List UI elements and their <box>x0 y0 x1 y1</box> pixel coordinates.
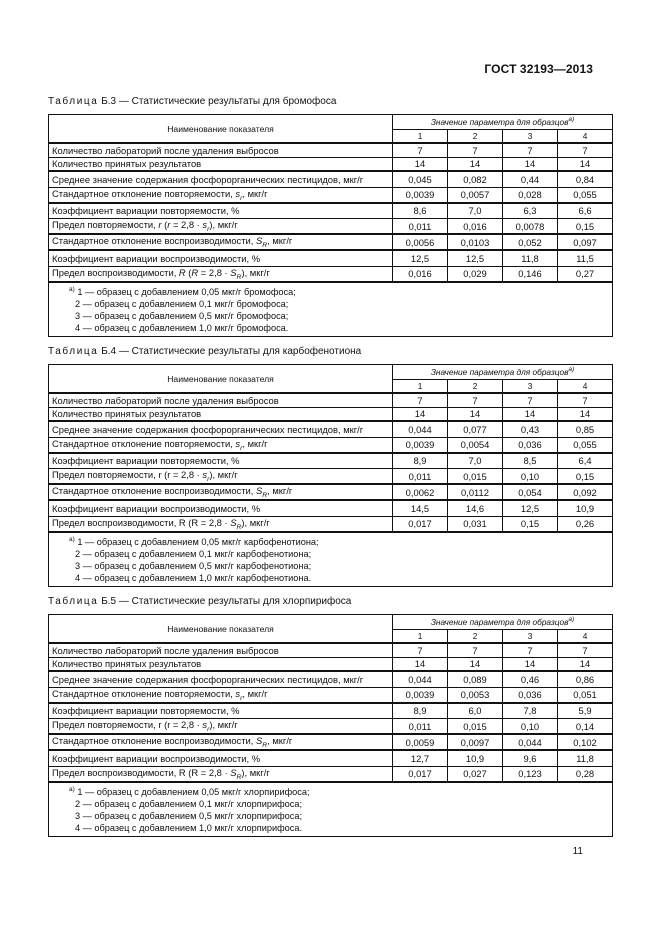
stat-table-b5 <box>48 614 613 837</box>
row-label: Коэффициент вариации повторяемости, % <box>49 203 393 219</box>
cell-value-sample-4: 0,15 <box>558 469 613 484</box>
footnote-text: 2 — образец с добавлением 0,1 мкг/г хлорпирифоса; <box>75 798 303 809</box>
cell-value-sample-2: 0,082 <box>448 171 503 187</box>
cell-value-sample-1: 14 <box>393 657 448 671</box>
footnote-line <box>75 322 608 334</box>
footnote-mark: а) <box>69 785 75 793</box>
cell-value-sample-3: 0,054 <box>503 484 558 501</box>
cell-value-sample-1: 7 <box>393 143 448 157</box>
cell-value-sample-4: 0,85 <box>558 421 613 437</box>
cell-value-sample-4: 6,4 <box>558 453 613 469</box>
table-row <box>49 266 613 281</box>
cell-value-sample-3: 0,052 <box>503 234 558 251</box>
row-label: Коэффициент вариации повторяемости, % <box>49 703 393 719</box>
footnote-text: 1 — образец с добавлением 0,05 мкг/г хлорпирифоса; <box>77 786 310 797</box>
table-caption-prefix: Таблица <box>48 346 99 357</box>
cell-value-sample-4: 14 <box>558 157 613 171</box>
table-caption-title: — Статистические результаты для хлорпирифоса <box>118 596 352 607</box>
page-number: 11 <box>572 846 583 857</box>
column-header-sample-4: 4 <box>558 630 613 644</box>
row-label: Коэффициент вариации воспроизводимости, % <box>49 500 393 516</box>
cell-value-sample-1: 12,7 <box>393 750 448 766</box>
cell-value-sample-1: 0,045 <box>393 171 448 187</box>
cell-value-sample-1: 0,017 <box>393 766 448 781</box>
footnote-text: 2 — образец с добавлением 0,1 мкг/г бромофоса; <box>75 298 289 309</box>
cell-value-sample-3: 0,44 <box>503 171 558 187</box>
row-label: Стандартное отклонение воспроизводимости, $S_R$, мкг/г <box>49 484 393 501</box>
row-label: Количество лабораторий после удаления выбросов <box>49 143 393 157</box>
cell-value-sample-1: 0,044 <box>393 671 448 687</box>
column-header-value-text: Значение параметра для образцов <box>430 617 569 627</box>
cell-value-sample-4: 0,84 <box>558 171 613 187</box>
column-header-sample-4: 4 <box>558 380 613 394</box>
table-row <box>49 203 613 219</box>
footnote-line <box>75 310 608 322</box>
table-row <box>49 657 613 671</box>
column-header-footnote-mark: а) <box>568 366 575 374</box>
row-label: Коэффициент вариации повторяемости, % <box>49 453 393 469</box>
column-header-footnote-mark: а) <box>568 616 575 624</box>
cell-value-sample-3: 0,036 <box>503 687 558 702</box>
table-caption-prefix: Таблица <box>48 96 99 107</box>
table-caption-prefix: Таблица <box>48 596 99 607</box>
column-header-value <box>393 115 613 130</box>
cell-value-sample-2: 10,9 <box>448 750 503 766</box>
cell-value-sample-4: 5,9 <box>558 703 613 719</box>
row-label-part: Предел повторяемости, <box>52 219 159 231</box>
cell-value-sample-2: 0,0103 <box>448 234 503 251</box>
cell-value-sample-2: 7 <box>448 393 503 407</box>
row-label-part: R <box>191 266 199 278</box>
row-label: Количество принятых результатов <box>49 157 393 171</box>
cell-value-sample-2: 0,027 <box>448 766 503 781</box>
cell-value-sample-1: 0,0039 <box>393 187 448 202</box>
footnote-line <box>75 560 608 572</box>
cell-value-sample-4: 7 <box>558 393 613 407</box>
column-header-sample-1: 1 <box>393 630 448 644</box>
column-header-value-text: Значение параметра для образцов <box>430 117 569 127</box>
cell-value-sample-2: 12,5 <box>448 250 503 266</box>
column-header-sample-4: 4 <box>558 130 613 144</box>
cell-value-sample-3: 0,0078 <box>503 219 558 234</box>
table-caption-b4 <box>48 346 361 357</box>
table-footnote <box>49 782 613 837</box>
cell-value-sample-3: 0,15 <box>503 516 558 531</box>
column-header-sample-2: 2 <box>448 130 503 144</box>
column-header-sample-1: 1 <box>393 130 448 144</box>
table-row <box>49 187 613 202</box>
row-label <box>49 234 393 251</box>
cell-value-sample-4: 0,097 <box>558 234 613 251</box>
column-header-value <box>393 615 613 630</box>
cell-value-sample-4: 0,092 <box>558 484 613 501</box>
cell-value-sample-1: 0,011 <box>393 719 448 734</box>
cell-value-sample-3: 7 <box>503 393 558 407</box>
footnote-mark: а) <box>69 285 75 293</box>
cell-value-sample-4: 6,6 <box>558 203 613 219</box>
cell-value-sample-1: 0,0039 <box>393 437 448 452</box>
cell-value-sample-1: 8,9 <box>393 453 448 469</box>
cell-value-sample-3: 0,146 <box>503 266 558 281</box>
cell-value-sample-1: 7 <box>393 643 448 657</box>
table-row <box>49 469 613 484</box>
cell-value-sample-1: 12,5 <box>393 250 448 266</box>
cell-value-sample-1: 7 <box>393 393 448 407</box>
cell-value-sample-4: 0,15 <box>558 219 613 234</box>
row-label <box>49 266 393 281</box>
table-row <box>49 437 613 452</box>
row-label: Коэффициент вариации воспроизводимости, % <box>49 250 393 266</box>
row-label-part: r <box>240 194 243 202</box>
cell-value-sample-2: 7,0 <box>448 453 503 469</box>
row-label-part: = 2,8 · <box>198 266 231 278</box>
row-label: Коэффициент вариации воспроизводимости, % <box>49 750 393 766</box>
cell-value-sample-2: 14,6 <box>448 500 503 516</box>
row-label-part: ), мкг/г <box>209 219 238 231</box>
row-label <box>49 187 393 202</box>
cell-value-sample-1: 0,016 <box>393 266 448 281</box>
cell-value-sample-4: 0,86 <box>558 671 613 687</box>
cell-value-sample-4: 0,055 <box>558 437 613 452</box>
table-row <box>49 671 613 687</box>
row-label: Количество принятых результатов <box>49 657 393 671</box>
footnote-line <box>75 810 608 822</box>
row-label: Количество лабораторий после удаления выбросов <box>49 393 393 407</box>
table-caption-number: Б.3 <box>101 96 117 107</box>
cell-value-sample-1: 14 <box>393 407 448 421</box>
cell-value-sample-2: 14 <box>448 407 503 421</box>
cell-value-sample-3: 12,5 <box>503 500 558 516</box>
footnote-line <box>75 822 608 834</box>
column-header-value <box>393 365 613 380</box>
cell-value-sample-1: 0,017 <box>393 516 448 531</box>
table-row <box>49 703 613 719</box>
table-caption-b5 <box>48 596 351 607</box>
cell-value-sample-3: 7 <box>503 643 558 657</box>
cell-value-sample-2: 7 <box>448 143 503 157</box>
row-label-part: s <box>235 187 241 199</box>
footnote-text: 4 — образец с добавлением 1,0 мкг/г хлорпирифоса. <box>75 822 303 833</box>
row-label-part: Предел воспроизводимости, <box>52 266 179 278</box>
cell-value-sample-4: 0,28 <box>558 766 613 781</box>
table-caption-number: Б.4 <box>101 346 117 357</box>
cell-value-sample-4: 0,055 <box>558 187 613 202</box>
cell-value-sample-1: 8,9 <box>393 703 448 719</box>
cell-value-sample-1: 0,011 <box>393 469 448 484</box>
cell-value-sample-3: 0,43 <box>503 421 558 437</box>
footnote-line <box>69 535 608 548</box>
table-row <box>49 421 613 437</box>
row-label-part: ( <box>161 219 168 231</box>
table-row <box>49 734 613 751</box>
table-row <box>49 687 613 702</box>
column-header-sample-3: 3 <box>503 130 558 144</box>
cell-value-sample-4: 11,5 <box>558 250 613 266</box>
footnote-line <box>75 298 608 310</box>
footnote-line <box>75 572 608 584</box>
table-row <box>49 393 613 407</box>
cell-value-sample-3: 0,036 <box>503 437 558 452</box>
row-label-part: S <box>255 235 263 247</box>
footnote-text: 4 — образец с добавлением 1,0 мкг/г бромофоса. <box>75 322 289 333</box>
cell-value-sample-2: 0,0112 <box>448 484 503 501</box>
document-code: ГОСТ 32193—2013 <box>484 62 593 76</box>
row-label-part: r <box>207 225 210 233</box>
cell-value-sample-2: 0,016 <box>448 219 503 234</box>
cell-value-sample-3: 14 <box>503 157 558 171</box>
cell-value-sample-1: 14 <box>393 157 448 171</box>
cell-value-sample-2: 7 <box>448 643 503 657</box>
cell-value-sample-1: 0,0039 <box>393 687 448 702</box>
table-footnote <box>49 282 613 337</box>
column-header-sample-2: 2 <box>448 630 503 644</box>
row-label: Среднее значение содержания фосфорорганических пестицидов, мкг/г <box>49 171 393 187</box>
row-label-part: Стандартное отклонение воспроизводимости, <box>52 235 256 247</box>
footnote-text: 4 — образец с добавлением 1,0 мкг/г карбофенотиона. <box>75 572 312 583</box>
table-row <box>49 643 613 657</box>
row-label: Предел повторяемости, r $(r = 2,8 \cdot s_r)$, мкг/г <box>49 469 393 484</box>
footnote-line <box>69 285 608 298</box>
table-footnote <box>49 532 613 587</box>
row-label: Среднее значение содержания фосфорорганических пестицидов, мкг/г <box>49 421 393 437</box>
cell-value-sample-3: 6,3 <box>503 203 558 219</box>
column-header-name: Наименование показателя <box>49 615 393 644</box>
cell-value-sample-3: 11,8 <box>503 250 558 266</box>
footnote-text: 3 — образец с добавлением 0,5 мкг/г бромофоса; <box>75 310 289 321</box>
cell-value-sample-4: 14 <box>558 407 613 421</box>
cell-value-sample-3: 9,6 <box>503 750 558 766</box>
cell-value-sample-2: 14 <box>448 157 503 171</box>
column-header-sample-3: 3 <box>503 380 558 394</box>
table-row <box>49 157 613 171</box>
footnote-text: 3 — образец с добавлением 0,5 мкг/г хлорпирифоса; <box>75 810 303 821</box>
cell-value-sample-2: 0,0054 <box>448 437 503 452</box>
column-header-name: Наименование показателя <box>49 365 393 394</box>
row-label-part: ( <box>185 266 192 278</box>
footnote-text: 1 — образец с добавлением 0,05 мкг/г бромофоса; <box>77 286 296 297</box>
table-caption-title: — Статистические результаты для бромофоса <box>118 96 337 107</box>
cell-value-sample-3: 7,8 <box>503 703 558 719</box>
table-caption-title: — Статистические результаты для карбофенотиона <box>118 346 362 357</box>
cell-value-sample-3: 8,5 <box>503 453 558 469</box>
column-header-sample-2: 2 <box>448 380 503 394</box>
cell-value-sample-1: 0,0062 <box>393 484 448 501</box>
cell-value-sample-2: 14 <box>448 657 503 671</box>
table-row <box>49 407 613 421</box>
table-row <box>49 219 613 234</box>
stat-table-b3 <box>48 114 613 337</box>
footnote-mark: а) <box>69 535 75 543</box>
row-label-part: S <box>230 266 237 278</box>
stat-table-b4 <box>48 364 613 587</box>
cell-value-sample-3: 0,10 <box>503 469 558 484</box>
table-row <box>49 453 613 469</box>
row-label-part: , мкг/г <box>242 187 268 199</box>
cell-value-sample-4: 7 <box>558 643 613 657</box>
cell-value-sample-2: 0,0053 <box>448 687 503 702</box>
row-label-part: r <box>158 219 162 231</box>
table-row <box>49 143 613 157</box>
row-label-part: = 2,8 · <box>170 219 203 231</box>
cell-value-sample-2: 0,015 <box>448 719 503 734</box>
cell-value-sample-1: 0,0056 <box>393 234 448 251</box>
cell-value-sample-3: 0,123 <box>503 766 558 781</box>
column-header-value-text: Значение параметра для образцов <box>430 367 569 377</box>
cell-value-sample-2: 0,0097 <box>448 734 503 751</box>
cell-value-sample-4: 10,9 <box>558 500 613 516</box>
cell-value-sample-1: 0,0059 <box>393 734 448 751</box>
table-row <box>49 234 613 251</box>
row-label: Стандартное отклонение воспроизводимости, $S_R$, мкг/г <box>49 734 393 751</box>
cell-value-sample-1: 0,044 <box>393 421 448 437</box>
cell-value-sample-3: 0,46 <box>503 671 558 687</box>
column-header-sample-1: 1 <box>393 380 448 394</box>
footnote-line <box>75 548 608 560</box>
row-label-part: ), мкг/г <box>241 266 270 278</box>
table-row <box>49 516 613 531</box>
row-label-part: R <box>262 242 268 250</box>
cell-value-sample-2: 0,029 <box>448 266 503 281</box>
cell-value-sample-2: 7,0 <box>448 203 503 219</box>
footnote-line <box>75 798 608 810</box>
cell-value-sample-3: 14 <box>503 407 558 421</box>
row-label: Предел повторяемости, r $(r = 2,8 \cdot s_r)$, мкг/г <box>49 719 393 734</box>
row-label: Предел воспроизводимости, R $(R = 2,8 \cdot S_R)$, мкг/г <box>49 516 393 531</box>
table-row <box>49 719 613 734</box>
footnote-text: 1 — образец с добавлением 0,05 мкг/г карбофенотиона; <box>77 536 319 547</box>
column-header-sample-3: 3 <box>503 630 558 644</box>
row-label-part: Стандартное отклонение повторяемости, <box>52 187 236 199</box>
cell-value-sample-3: 14 <box>503 657 558 671</box>
table-row <box>49 750 613 766</box>
cell-value-sample-4: 0,102 <box>558 734 613 751</box>
table-row <box>49 484 613 501</box>
cell-value-sample-2: 6,0 <box>448 703 503 719</box>
row-label-part: s <box>202 219 208 231</box>
footnote-text: 2 — образец с добавлением 0,1 мкг/г карбофенотиона; <box>75 548 312 559</box>
cell-value-sample-4: 11,8 <box>558 750 613 766</box>
column-header-footnote-mark: а) <box>568 116 575 124</box>
row-label-part: R <box>236 273 242 281</box>
cell-value-sample-4: 7 <box>558 143 613 157</box>
cell-value-sample-4: 0,26 <box>558 516 613 531</box>
table-row <box>49 766 613 781</box>
cell-value-sample-4: 14 <box>558 657 613 671</box>
table-row <box>49 171 613 187</box>
table-caption-b3 <box>48 96 336 107</box>
row-label: Среднее значение содержания фосфорорганических пестицидов, мкг/г <box>49 671 393 687</box>
row-label: Стандартное отклонение повторяемости, $s_r$, мкг/г <box>49 687 393 702</box>
cell-value-sample-2: 0,031 <box>448 516 503 531</box>
row-label-part: , мкг/г <box>267 235 293 247</box>
cell-value-sample-3: 0,10 <box>503 719 558 734</box>
cell-value-sample-3: 0,028 <box>503 187 558 202</box>
table-row <box>49 250 613 266</box>
table-caption-number: Б.5 <box>101 596 117 607</box>
cell-value-sample-2: 0,015 <box>448 469 503 484</box>
cell-value-sample-4: 0,27 <box>558 266 613 281</box>
cell-value-sample-3: 0,044 <box>503 734 558 751</box>
cell-value-sample-2: 0,0057 <box>448 187 503 202</box>
column-header-name: Наименование показателя <box>49 115 393 144</box>
cell-value-sample-3: 7 <box>503 143 558 157</box>
cell-value-sample-4: 0,14 <box>558 719 613 734</box>
row-label: Количество лабораторий после удаления выбросов <box>49 643 393 657</box>
row-label: Стандартное отклонение повторяемости, $s_r$, мкг/г <box>49 437 393 452</box>
cell-value-sample-4: 0,051 <box>558 687 613 702</box>
cell-value-sample-1: 14,5 <box>393 500 448 516</box>
cell-value-sample-1: 0,011 <box>393 219 448 234</box>
footnote-line <box>69 785 608 798</box>
cell-value-sample-2: 0,089 <box>448 671 503 687</box>
row-label-part: R <box>178 266 186 278</box>
table-row <box>49 500 613 516</box>
footnote-text: 3 — образец с добавлением 0,5 мкг/г карбофенотиона; <box>75 560 312 571</box>
row-label <box>49 219 393 234</box>
cell-value-sample-1: 8,6 <box>393 203 448 219</box>
row-label: Количество принятых результатов <box>49 407 393 421</box>
row-label-part: r <box>167 219 171 231</box>
row-label: Предел воспроизводимости, R $(R = 2,8 \cdot S_R)$, мкг/г <box>49 766 393 781</box>
cell-value-sample-2: 0,077 <box>448 421 503 437</box>
